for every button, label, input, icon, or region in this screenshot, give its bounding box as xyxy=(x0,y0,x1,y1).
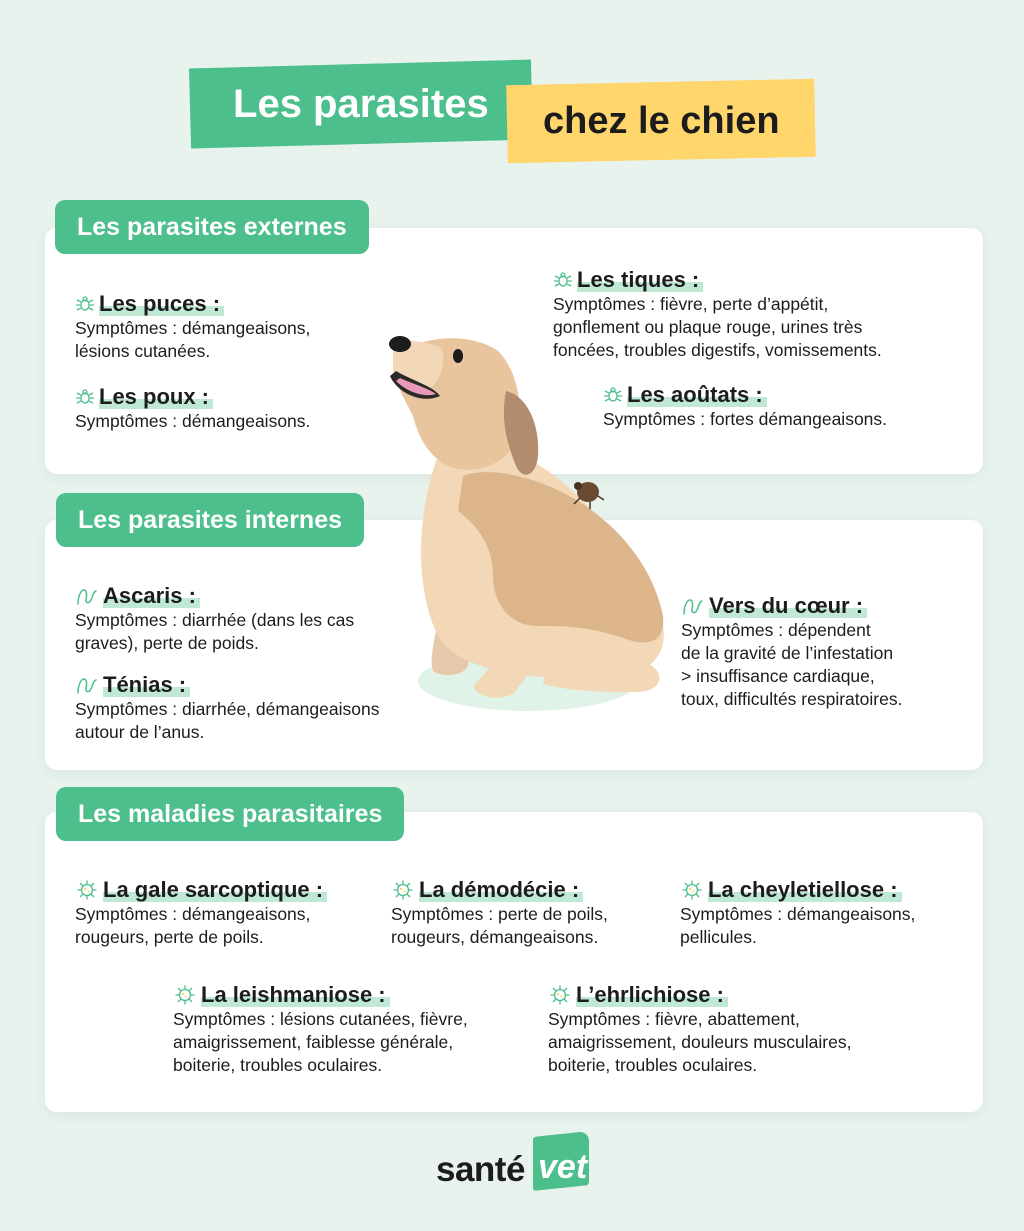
maladies-section-title: Les maladies parasitaires xyxy=(56,787,404,841)
item-description: Symptômes : démangeaisons, lésions cutanées. xyxy=(75,318,311,361)
title-banner-yellow xyxy=(506,79,816,163)
item-name: Les poux : xyxy=(99,385,213,409)
logo-text-vet: vet xyxy=(538,1148,588,1186)
list-item xyxy=(391,878,608,949)
logo-text-sante: santé xyxy=(436,1150,525,1189)
item-name: La leishmaniose : xyxy=(201,983,390,1007)
list-item xyxy=(75,385,310,433)
page-subtitle: chez le chien xyxy=(542,99,780,142)
item-name: Vers du cœur : xyxy=(709,594,867,618)
germ-icon xyxy=(680,879,704,901)
germ-icon xyxy=(75,879,99,901)
item-description: Symptômes : perte de poils, rougeurs, démangeaisons. xyxy=(391,904,608,947)
item-name: Les puces : xyxy=(99,292,224,316)
germ-icon xyxy=(548,984,572,1006)
list-item xyxy=(681,594,902,711)
list-item xyxy=(173,983,468,1077)
item-name: Ténias : xyxy=(103,673,190,697)
list-item xyxy=(548,983,851,1077)
list-item xyxy=(75,878,327,949)
item-name: La cheyletiellose : xyxy=(708,878,902,902)
item-description: Symptômes : diarrhée, démangeaisons autour de l’anus. xyxy=(75,699,380,742)
worm-icon xyxy=(75,586,99,606)
list-item xyxy=(680,878,915,949)
externes-section-title: Les parasites externes xyxy=(55,200,369,254)
worm-icon xyxy=(681,596,705,616)
page-title: Les parasites xyxy=(233,81,489,126)
bug-icon xyxy=(553,271,573,289)
item-description: Symptômes : démangeaisons, pellicules. xyxy=(680,904,916,947)
item-description: Symptômes : fortes démangeaisons. xyxy=(603,409,888,429)
item-name: La gale sarcoptique : xyxy=(103,878,327,902)
bug-icon xyxy=(75,388,95,406)
item-name: Les aoûtats : xyxy=(627,383,767,407)
item-description: Symptômes : dépendent de la gravité de l’infestation > insuffisance cardiaque, toux, difficultés respiratoires. xyxy=(681,620,903,709)
item-description: Symptômes : démangeaisons. xyxy=(75,411,311,431)
item-description: Symptômes : démangeaisons, rougeurs, perte de poils. xyxy=(75,904,311,947)
list-item xyxy=(75,584,354,655)
germ-icon xyxy=(391,879,415,901)
list-item xyxy=(75,673,379,744)
santevet-logo xyxy=(436,1132,596,1194)
dog-illustration xyxy=(378,326,678,726)
item-name: Les tiques : xyxy=(577,268,703,292)
bug-icon xyxy=(75,295,95,313)
internes-section-title: Les parasites internes xyxy=(56,493,364,547)
item-name: La démodécie : xyxy=(419,878,583,902)
germ-icon xyxy=(173,984,197,1006)
item-name: L’ehrlichiose : xyxy=(576,983,728,1007)
title-banner-green xyxy=(189,60,533,149)
item-description: Symptômes : lésions cutanées, fièvre, amaigrissement, faiblesse générale, boiterie, troubles oculaires. xyxy=(173,1009,468,1075)
item-description: Symptômes : diarrhée (dans les cas graves), perte de poids. xyxy=(75,610,355,653)
worm-icon xyxy=(75,675,99,695)
item-name: Ascaris : xyxy=(103,584,200,608)
item-description: Symptômes : fièvre, abattement, amaigrissement, douleurs musculaires, boiterie, troubles oculaires. xyxy=(548,1009,852,1075)
list-item xyxy=(75,292,310,363)
item-description: Symptômes : fièvre, perte d’appétit, gonflement ou plaque rouge, urines très foncées, troubles digestifs, vomissements. xyxy=(553,294,882,360)
